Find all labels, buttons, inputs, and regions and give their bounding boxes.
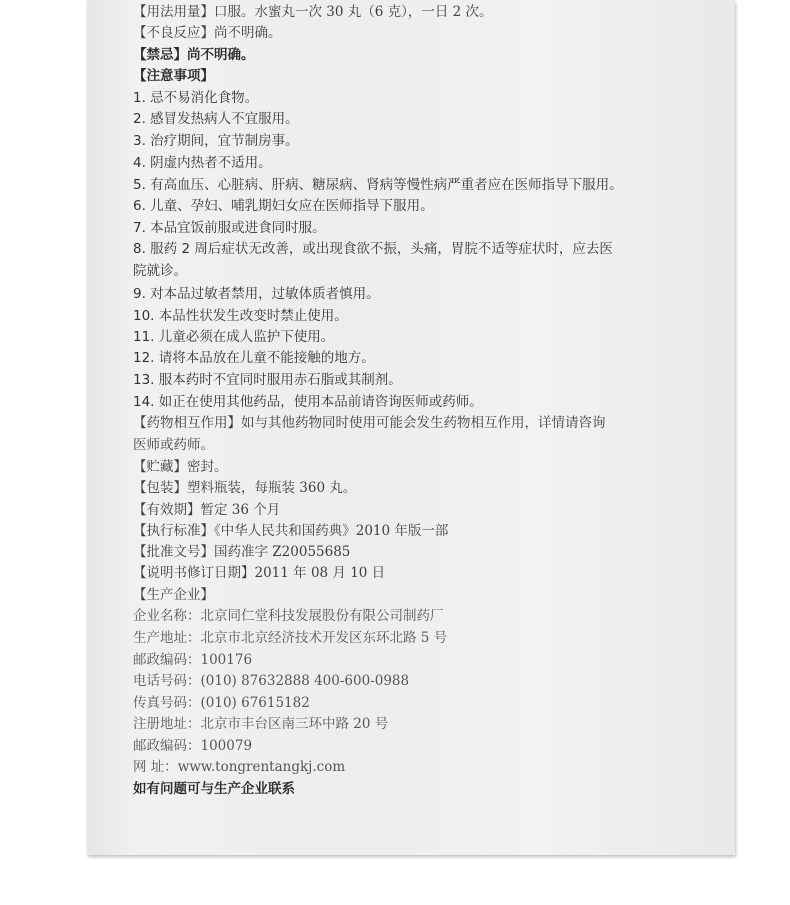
dosage-section: 【用法用量】口服。水蜜丸一次 30 丸（6 克），一日 2 次。 [133,4,493,20]
text-line-31: 邮政编码：100176 [133,652,253,668]
text-line-28: 【生产企业】 [133,587,214,603]
text-line-11: 7. 本品宜饭前服或进食同时服。 [133,220,326,236]
text-line-7: 3. 治疗期间，宜节制房事。 [133,133,299,149]
text-line-5: 1. 忌不易消化食物。 [133,90,259,106]
text-line-33: 传真号码：(010) 67615182 [133,695,310,711]
text-line-22: 【贮藏】密封。 [133,459,228,475]
text-line-26: 【批准文号】国药准字 Z20055685 [133,544,351,560]
text-line-18: 13. 服本药时不宜同时服用赤石脂或其制剂。 [133,372,402,388]
text-line-32: 电话号码：(010) 87632888 400-600-0988 [133,673,410,689]
text-line-36: 网 址：www.tongrentangkj.com [133,759,346,775]
text-line-19: 14. 如正在使用其他药品，使用本品前请咨询医师或药师。 [133,394,483,410]
text-line-35: 邮政编码：100079 [133,738,253,754]
text-line-29: 企业名称：北京同仁堂科技发展股份有限公司制药厂 [133,608,444,624]
text-line-16: 11. 儿童必须在成人监护下使用。 [133,329,335,345]
text-line-9: 5. 有高血压、心脏病、肝病、糖尿病、肾病等慢性病严重者应在医师指导下服用。 [133,177,623,193]
precautions-heading: 【注意事项】 [133,68,214,84]
text-line-30: 生产地址：北京市北京经济技术开发区东环北路 5 号 [133,630,448,646]
text-line-23: 【包装】塑料瓶装，每瓶装 360 丸。 [133,480,357,496]
text-line-21: 医师或药师。 [133,437,214,453]
text-line-34: 注册地址：北京市丰台区南三环中路 20 号 [133,716,389,732]
text-line-15: 10. 本品性状发生改变时禁止使用。 [133,308,348,324]
text-line-8: 4. 阴虚内热者不适用。 [133,155,272,171]
text-line-12: 8. 服药 2 周后症状无改善，或出现食欲不振，头痛，胃脘不适等症状时，应去医 [133,241,613,257]
text-line-14: 9. 对本品过敏者禁用，过敏体质者慎用。 [133,286,380,302]
text-line-27: 【说明书修订日期】2011 年 08 月 10 日 [133,565,386,581]
text-line-13: 院就诊。 [133,263,187,279]
text-line-10: 6. 儿童、孕妇、哺乳期妇女应在医师指导下服用。 [133,198,434,214]
text-line-6: 2. 感冒发热病人不宜服用。 [133,111,299,127]
text-line-17: 12. 请将本品放在儿童不能接触的地方。 [133,350,375,366]
text-line-37: 如有问题可与生产企业联系 [133,781,295,797]
text-line-24: 【有效期】暂定 36 个月 [133,502,281,518]
adverse-reactions-section: 【不良反应】尚不明确。 [133,25,282,41]
text-line-25: 【执行标准】《中华人民共和国药典》2010 年版一部 [133,523,449,539]
contraindications-section: 【禁忌】尚不明确。 [133,47,255,63]
text-line-20: 【药物相互作用】如与其他药物同时使用可能会发生药物相互作用，详情请咨询 [133,415,606,431]
